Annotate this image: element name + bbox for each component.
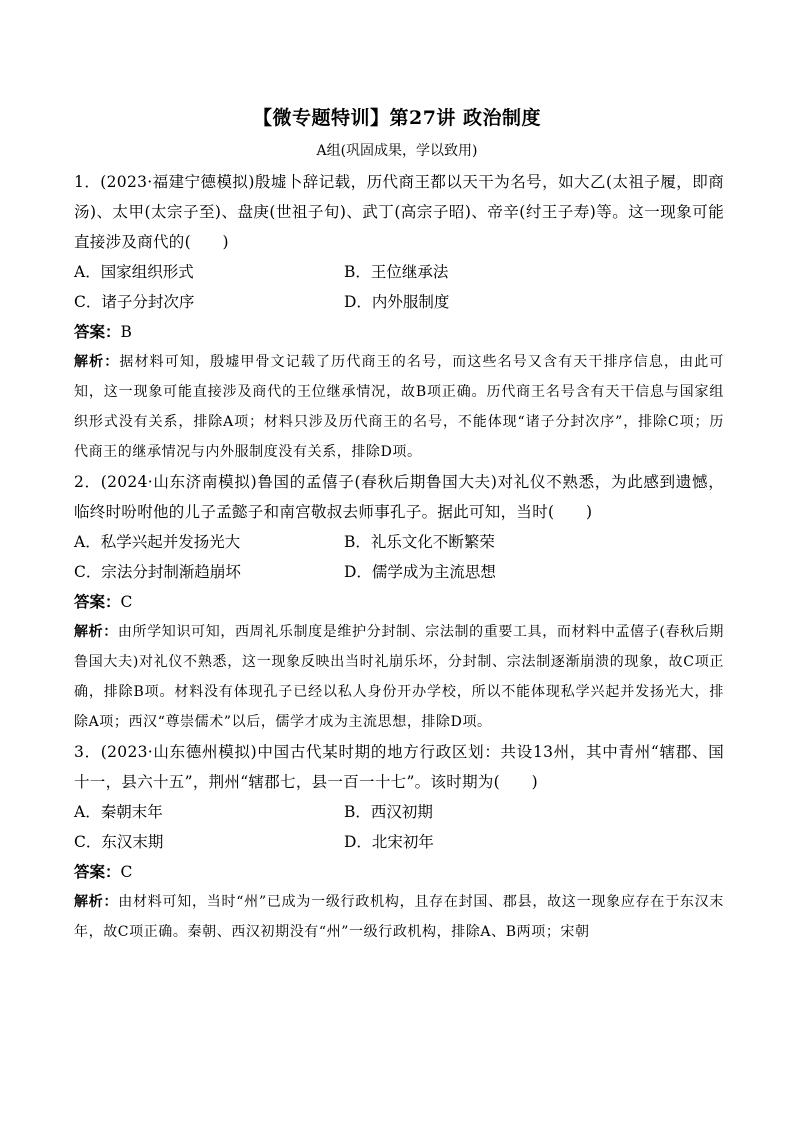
analysis-label: 解析： — [74, 354, 120, 370]
option-item: A．秦朝末年 — [74, 803, 163, 821]
analysis-text: 由材料可知，当时“州”已成为一级行政机构，且存在封国、郡县，故这一现象应存在于东汉末年，故C项正确。秦朝、西汉初期没有“州”一级行政机构，排除A、B两项；宋朝 — [74, 894, 724, 940]
analysis-paragraph — [74, 617, 724, 737]
option-item: B．王位继承法 — [344, 263, 449, 281]
option-item: D．北宋初年 — [344, 833, 434, 851]
answer-label: 答案： — [74, 592, 121, 611]
question-list — [74, 167, 724, 947]
option-item: A．国家组织形式 — [74, 263, 194, 281]
section-subtitle: A组(巩固成果，学以致用) — [316, 143, 478, 159]
answer-value: C — [120, 593, 133, 611]
question-block — [74, 167, 724, 467]
analysis-paragraph — [74, 887, 724, 947]
option-item: D．内外服制度 — [344, 293, 450, 311]
option-item: C．东汉末期 — [74, 833, 164, 851]
option-item: C．宗法分封制渐趋崩坏 — [74, 563, 241, 581]
option-item: B．西汉初期 — [344, 803, 433, 821]
analysis-paragraph — [74, 347, 724, 467]
question-stem: 1．(2023·福建宁德模拟)殷墟卜辞记载，历代商王都以天干为名号，如大乙(太祖子履，即商汤)、太甲(太宗子至)、盘庚(世祖子旬)、武丁(高宗子昭)、帝辛(纣王子寿)等。这一现象可能直接涉及商代的( ) — [74, 173, 724, 251]
option-item: C．诸子分封次序 — [74, 293, 195, 311]
answer-value: B — [120, 323, 132, 341]
answer-line — [74, 317, 724, 347]
question-block — [74, 467, 724, 737]
question-stem: 2．(2024·山东济南模拟)鲁国的孟僖子(春秋后期鲁国大夫)对礼仪不熟悉，为此感到遗憾，临终时吩咐他的儿子孟懿子和南宫敬叔去师事孔子。据此可知，当时( ) — [74, 473, 724, 521]
option-item: D．儒学成为主流思想 — [344, 563, 496, 581]
option-list — [74, 797, 724, 857]
analysis-text: 由所学知识可知，西周礼乐制度是维护分封制、宗法制的重要工具，而材料中孟僖子(春秋后期鲁国大夫)对礼仪不熟悉，这一现象反映出当时礼崩乐坏，分封制、宗法制逐渐崩溃的现象，故C项正确，排除B项。材料没有体现孔子已经以私人身份开办学校，所以不能体现私学兴起并发扬光大，排除A项；西汉“尊崇儒术”以后，儒学才成为主流思想，排除D项。 — [74, 624, 724, 730]
answer-line — [74, 857, 724, 887]
analysis-label: 解析： — [74, 624, 118, 640]
page-title: 【微专题特训】第27讲 政治制度 — [252, 107, 542, 129]
question-stem: 3．(2023·山东德州模拟)中国古代某时期的地方行政区划：共设13州，其中青州“辖郡、国十一，县六十五”，荆州“辖郡七，县一百一十七”。该时期为( ) — [74, 743, 724, 791]
answer-line — [74, 587, 724, 617]
answer-value: C — [120, 863, 133, 881]
answer-label: 答案： — [74, 322, 121, 341]
answer-label: 答案： — [74, 862, 121, 881]
option-item: B．礼乐文化不断繁荣 — [344, 533, 495, 551]
option-item: A．私学兴起并发扬光大 — [74, 533, 241, 551]
option-list — [74, 527, 724, 587]
question-block — [74, 737, 724, 947]
analysis-text: 据材料可知，殷墟甲骨文记载了历代商王的名号，而这些名号又含有天干排序信息，由此可知，这一现象可能直接涉及商代的王位继承情况，故B项正确。历代商王名号含有天干信息与国家组织形式没有关系，排除A项；材料只涉及历代商王的名号，不能体现“诸子分封次序”，排除C项；历代商王的继承情况与内外服制度没有关系，排除D项。 — [74, 354, 724, 460]
analysis-label: 解析： — [74, 894, 119, 910]
option-list — [74, 257, 724, 317]
